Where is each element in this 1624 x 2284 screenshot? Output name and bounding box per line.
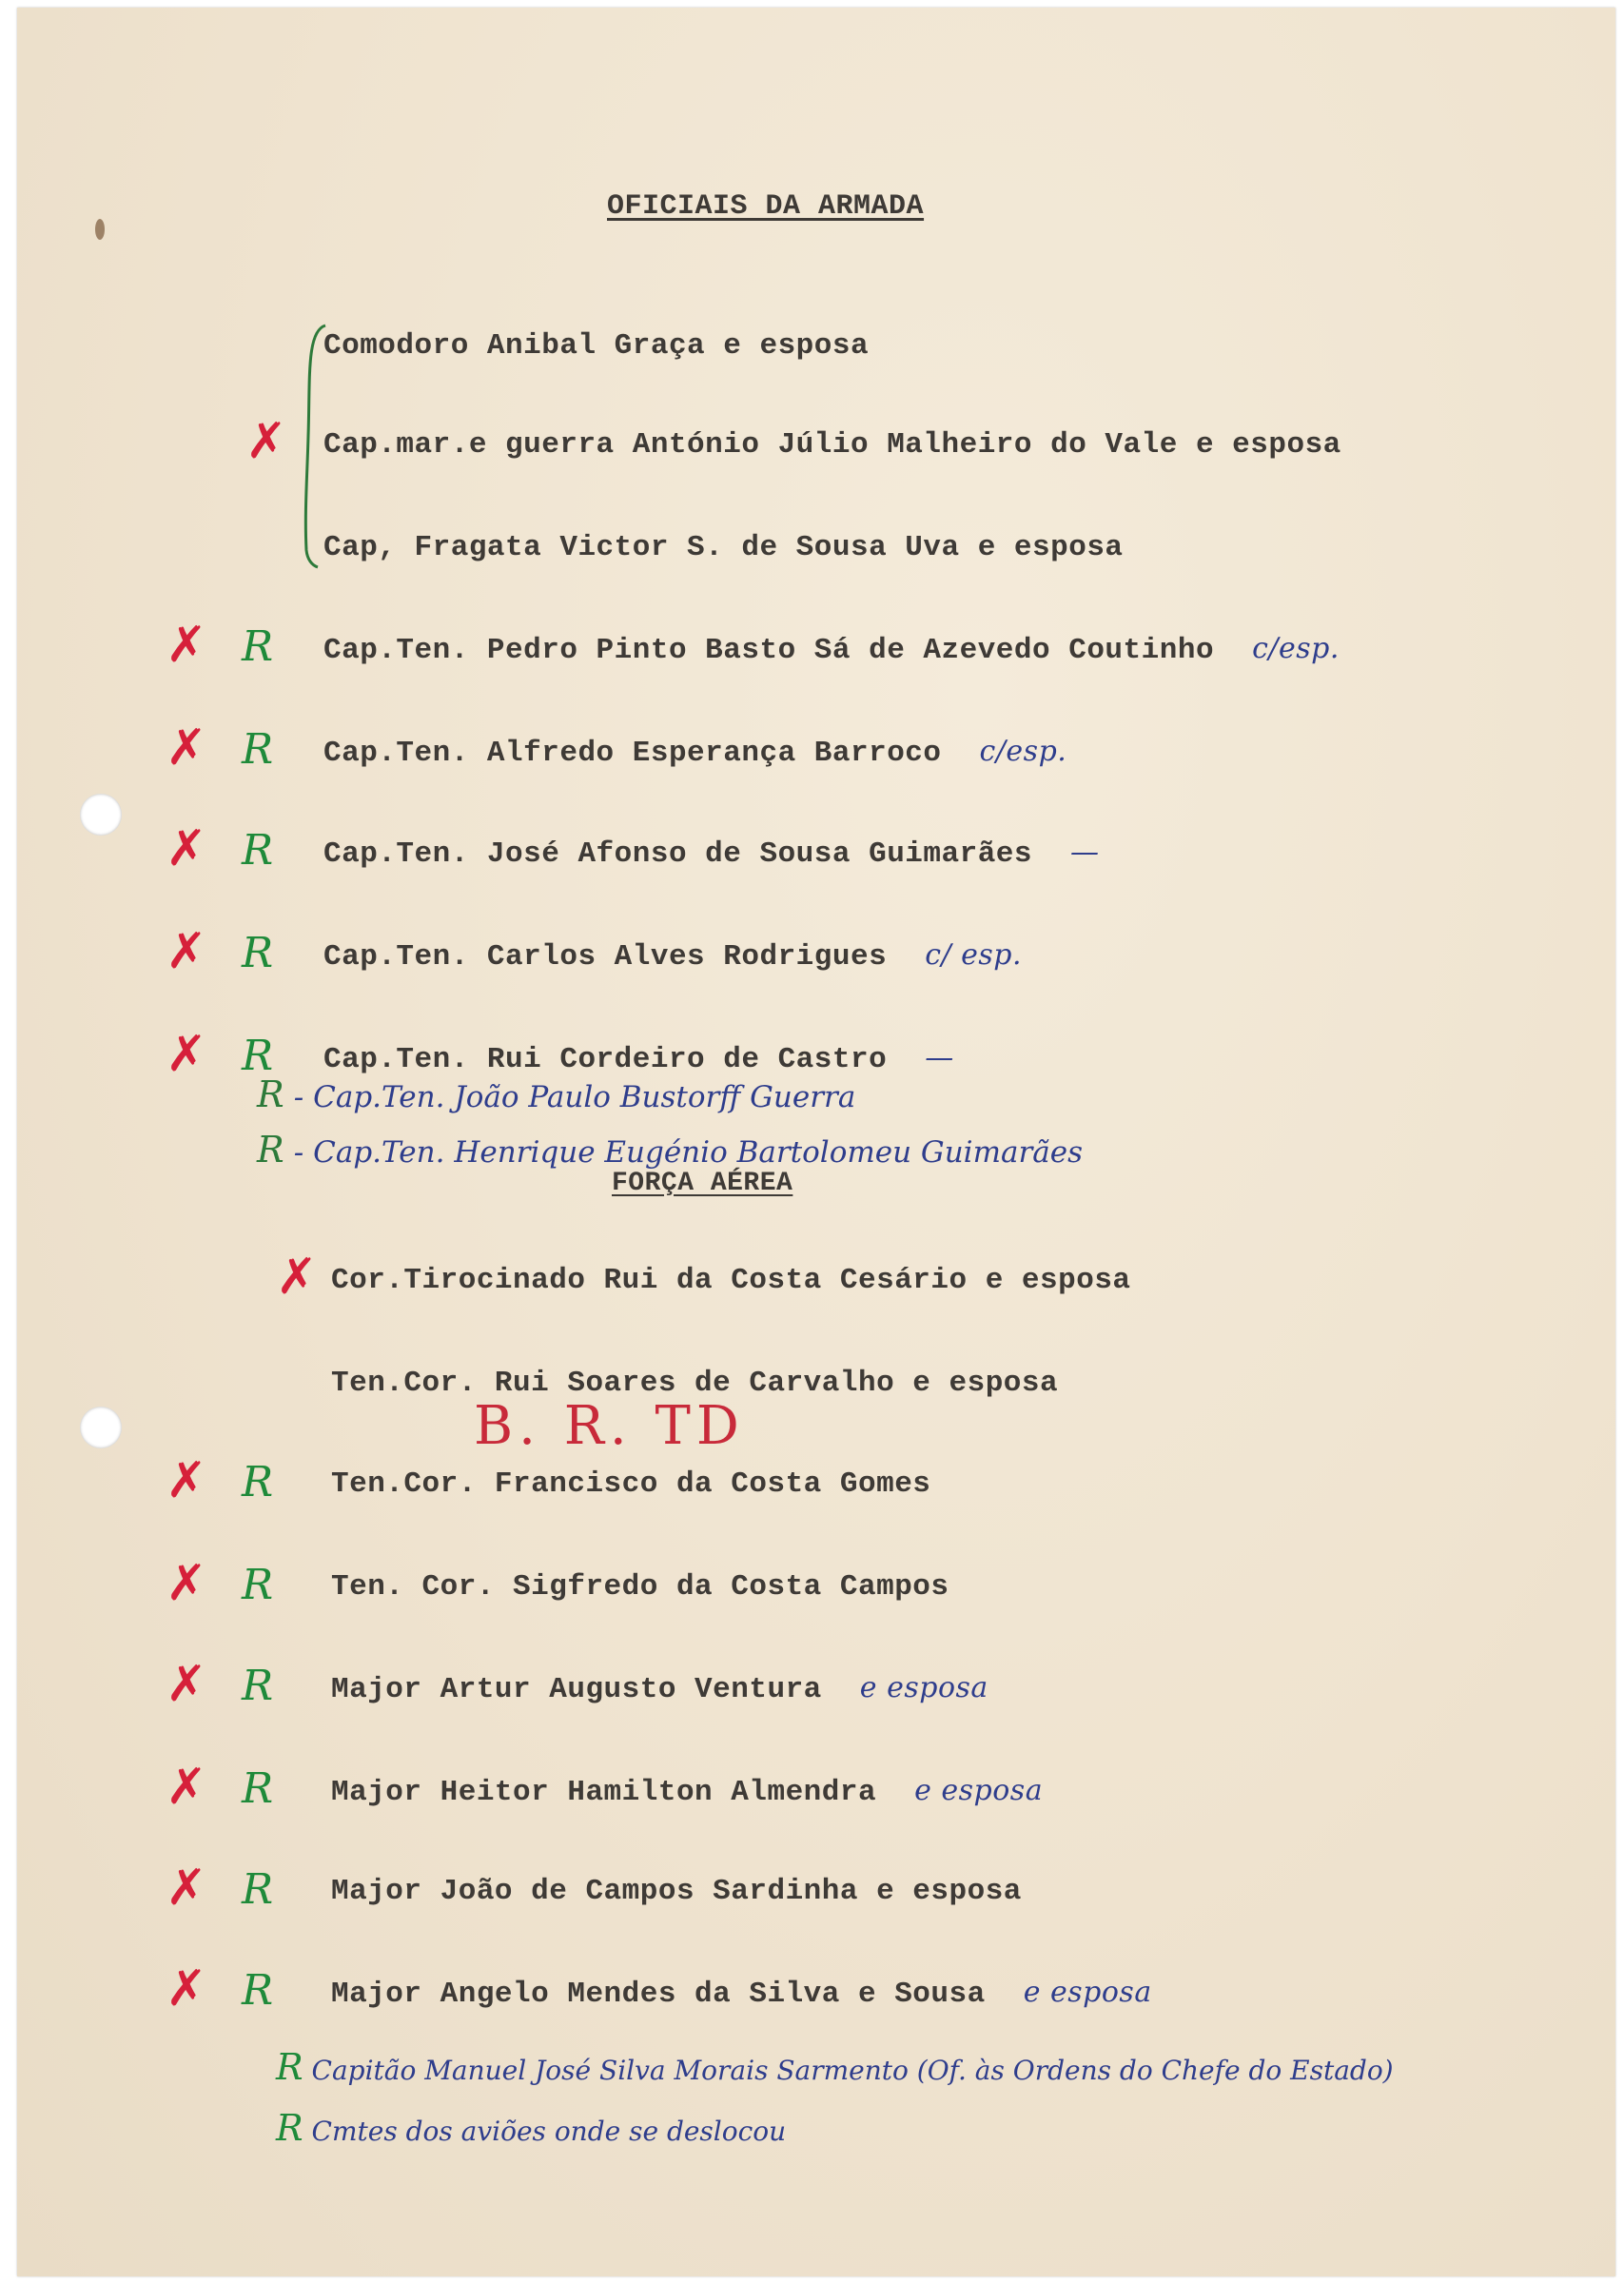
officer-entry <box>323 428 1341 462</box>
brtd-note: B. R. TD <box>474 1395 745 1457</box>
officer-name: Cap.Ten. Alfredo Esperança Barroco <box>323 737 942 770</box>
officer-name: Ten. Cor. Sigfredo da Costa Campos <box>331 1570 949 1604</box>
r-mark-icon: R <box>242 725 274 774</box>
officer-entry <box>323 531 1124 564</box>
officer-name: Cor.Tirocinado Rui da Costa Cesário e esposa <box>331 1264 1131 1297</box>
r-mark-icon: R <box>242 622 274 671</box>
x-mark-icon: ✗ <box>166 1960 207 2018</box>
officer-entry <box>323 632 1340 667</box>
x-mark-icon: ✗ <box>166 923 207 980</box>
officer-entry <box>331 1976 1152 2011</box>
handwritten-entry: R Capitão Manuel José Silva Morais Sarmento (Of. às Ordens do Chefe do Estado) <box>276 2046 1394 2088</box>
r-mark-icon: R <box>242 1458 274 1506</box>
r-mark-icon: R <box>242 1032 274 1080</box>
x-mark-icon: ✗ <box>276 1249 318 1306</box>
officer-entry <box>331 1875 1022 1908</box>
r-mark-icon: R <box>242 1561 274 1609</box>
officer-entry <box>323 329 869 363</box>
handwritten-note: e esposa <box>1023 1976 1152 2009</box>
officer-name: Cap.Ten. Rui Cordeiro de Castro <box>323 1043 888 1076</box>
r-mark-icon: R <box>242 1662 274 1710</box>
handwritten-note: c/ esp. <box>925 938 1023 972</box>
x-mark-icon: ✗ <box>166 617 207 674</box>
officer-name: Major Artur Augusto Ventura <box>331 1673 822 1706</box>
x-mark-icon: ✗ <box>166 1860 207 1917</box>
x-mark-icon: ✗ <box>166 1452 207 1509</box>
document-page <box>17 8 1615 2276</box>
r-mark-icon: R <box>242 1966 274 2015</box>
officer-entry <box>323 938 1022 974</box>
officer-entry <box>331 1570 949 1604</box>
r-mark-icon: R <box>257 1073 284 1115</box>
r-mark-icon: R <box>242 1764 274 1813</box>
officer-entry <box>331 1467 930 1501</box>
officer-entry <box>331 1264 1131 1297</box>
x-mark-icon: ✗ <box>245 413 287 470</box>
officer-entry <box>331 1671 988 1706</box>
officer-name: Comodoro Anibal Graça e esposa <box>323 329 870 363</box>
r-mark-icon: R <box>257 1129 284 1171</box>
officer-name: Major Angelo Mendes da Silva e Sousa <box>331 1978 986 2011</box>
officer-entry <box>323 836 1100 871</box>
x-mark-icon: ✗ <box>166 1026 207 1083</box>
handwritten-entry: R - Cap.Ten. João Paulo Bustorff Guerra <box>257 1073 856 1115</box>
officer-entry <box>331 1367 1058 1400</box>
handwritten-entry: R - Cap.Ten. Henrique Eugénio Bartolomeu Guimarães <box>257 1129 1084 1171</box>
officer-entry <box>323 1041 954 1076</box>
r-mark-icon: R <box>242 929 274 977</box>
officer-name: Cap.Ten. José Afonso de Sousa Guimarães <box>323 837 1033 871</box>
r-mark-icon: R <box>276 2107 303 2149</box>
handwritten-note: e esposa <box>859 1671 988 1704</box>
officer-name: Major Heitor Hamilton Almendra <box>331 1776 877 1809</box>
officer-name: Cap.Ten. Carlos Alves Rodrigues <box>323 940 888 974</box>
handwritten-note: — <box>925 1041 954 1074</box>
officer-name: Cap.mar.e guerra António Júlio Malheiro do Vale e esposa <box>323 428 1341 462</box>
punch-hole-bottom <box>80 1407 122 1448</box>
r-mark-icon: R <box>242 826 274 875</box>
section-heading: FORÇA AÉREA <box>612 1169 793 1198</box>
x-mark-icon: ✗ <box>166 719 207 777</box>
officer-name: Ten.Cor. Rui Soares de Carvalho e esposa <box>331 1367 1059 1400</box>
handwritten-entry: R Cmtes dos aviões onde se deslocou <box>276 2107 787 2149</box>
handwritten-note: c/esp. <box>1252 632 1340 665</box>
officer-name: Ten.Cor. Francisco da Costa Gomes <box>331 1467 931 1501</box>
officer-name: Cap, Fragata Victor S. de Sousa Uva e esposa <box>323 531 1124 564</box>
x-mark-icon: ✗ <box>166 1759 207 1816</box>
officer-entry <box>331 1774 1043 1809</box>
stain-spot <box>95 219 105 240</box>
officer-name: Major João de Campos Sardinha e esposa <box>331 1875 1022 1908</box>
r-mark-icon: R <box>276 2046 303 2088</box>
r-mark-icon: R <box>242 1865 274 1914</box>
handwritten-note: — <box>1070 836 1100 869</box>
officer-entry <box>323 735 1066 770</box>
handwritten-note: c/esp. <box>979 735 1067 768</box>
x-mark-icon: ✗ <box>166 1555 207 1612</box>
officer-name: Cap.Ten. Pedro Pinto Basto Sá de Azevedo Coutinho <box>323 634 1215 667</box>
handwritten-note: e esposa <box>914 1774 1044 1807</box>
punch-hole-top <box>80 794 122 836</box>
page-heading: OFICIAIS DA ARMADA <box>607 190 925 223</box>
x-mark-icon: ✗ <box>166 1656 207 1713</box>
x-mark-icon: ✗ <box>166 820 207 877</box>
